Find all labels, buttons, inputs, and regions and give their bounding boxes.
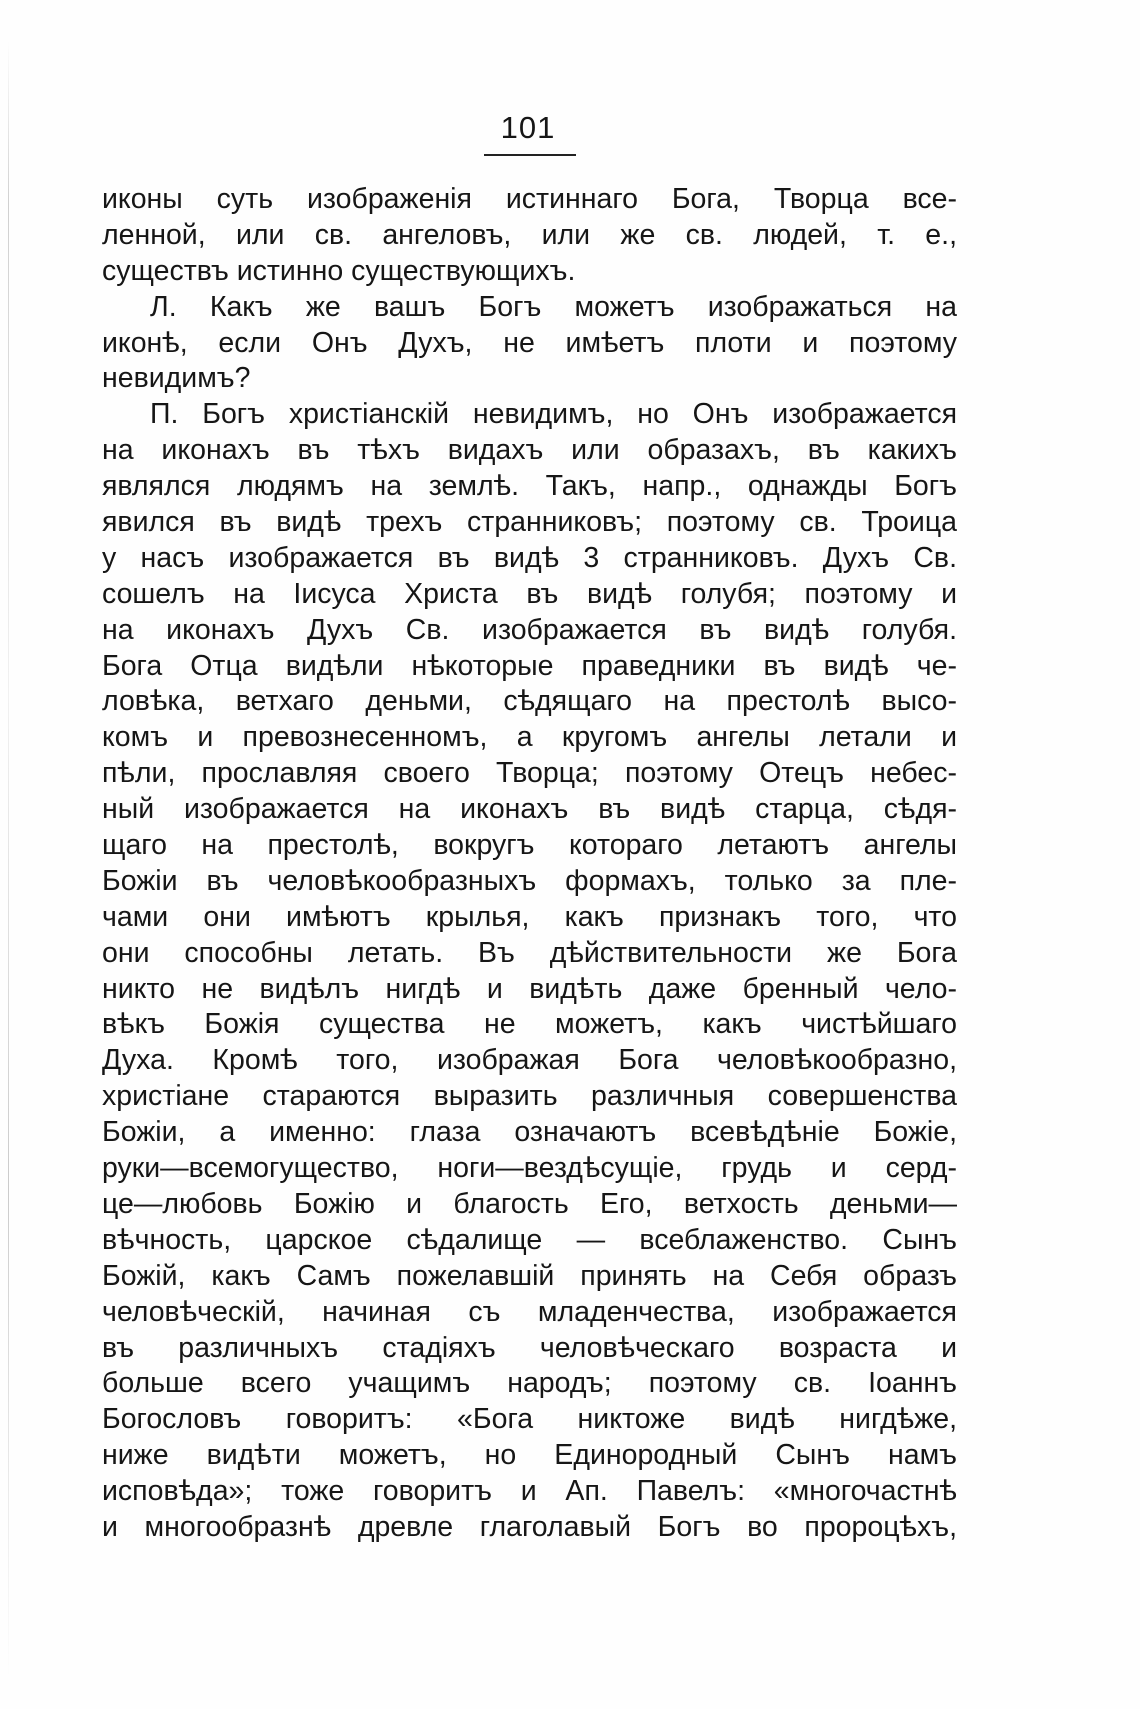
page-gutter-shadow bbox=[8, 40, 9, 1680]
text-line: невидимъ? bbox=[102, 362, 251, 395]
text-line: у насъ изображается въ видѣ 3 странниковъ. Духъ Св. bbox=[102, 541, 957, 574]
text-line: человѣческій, начиная съ младенчества, изображается bbox=[102, 1295, 957, 1328]
text-line: Богословъ говоритъ: «Бога никтоже видѣ нигдѣже, bbox=[102, 1403, 957, 1436]
text-line: христіане стараются выразить различныя совершенства bbox=[102, 1080, 957, 1113]
text-line: существъ истинно существующихъ. bbox=[102, 254, 576, 287]
text-line: иконы суть изображенія истиннаго Бога, Творца все- bbox=[102, 183, 957, 215]
text-line: Божій, какъ Самъ пожелавшій принять на Себя образъ bbox=[102, 1259, 957, 1292]
text-line: сошелъ на Іисуса Христа въ видѣ голубя; поэтому и bbox=[102, 577, 957, 610]
text-line: ный изображается на иконахъ въ видѣ старца, сѣдя- bbox=[102, 793, 957, 826]
text-line: иконѣ, если Онъ Духъ, не имѣетъ плоти и поэтому bbox=[102, 326, 957, 359]
text-line: явился въ видѣ трехъ странниковъ; поэтому св. Троица bbox=[102, 506, 957, 539]
text-line: чами они имѣютъ крылья, какъ признакъ того, что bbox=[102, 900, 957, 933]
text-line: вѣчность, царское сѣдалище — всеблаженство. Сынъ bbox=[102, 1223, 957, 1256]
text-line: на иконахъ Духъ Св. изображается въ видѣ голубя. bbox=[102, 613, 957, 646]
text-line: ниже видѣти можетъ, но Единородный Сынъ намъ bbox=[102, 1439, 957, 1472]
text-line: исповѣда»; тоже говоритъ и Ап. Павелъ: «многочастнѣ bbox=[102, 1475, 957, 1508]
text-line: Божіи въ человѣкообразныхъ формахъ, только за пле- bbox=[102, 864, 957, 897]
text-line: никто не видѣлъ нигдѣ и видѣть даже бренный чело- bbox=[102, 972, 957, 1005]
text-line: комъ и превознесенномъ, а кругомъ ангелы летали и bbox=[102, 721, 957, 754]
text-line: въ различныхъ стадіяхъ человѣческаго возраста и bbox=[102, 1331, 957, 1364]
body-text bbox=[102, 182, 957, 1546]
text-line: больше всего учащимъ народъ; поэтому св. Іоаннъ bbox=[102, 1367, 957, 1400]
text-line: це—любовь Божію и благость Его, ветхость деньми— bbox=[102, 1187, 957, 1220]
text-line: пѣли, прославляя своего Творца; поэтому Отецъ небес- bbox=[102, 757, 957, 790]
text-line: ленной, или св. ангеловъ, или же св. людей, т. е., bbox=[102, 218, 957, 251]
text-line: Божіи, а именно: глаза означаютъ всевѣдѣніе Божіе, bbox=[102, 1116, 957, 1149]
page-number-underline bbox=[484, 154, 576, 156]
text-line: П. Богъ христіанскій невидимъ, но Онъ изображается bbox=[150, 398, 957, 431]
text-line: Духа. Кромѣ того, изображая Бога человѣкообразно, bbox=[102, 1044, 957, 1077]
text-line: являлся людямъ на землѣ. Такъ, напр., однажды Богъ bbox=[102, 470, 957, 503]
text-line: щаго на престолѣ, вокругъ котораго летаютъ ангелы bbox=[102, 829, 957, 862]
text-line: Бога Отца видѣли нѣкоторые праведники въ видѣ че- bbox=[102, 649, 957, 682]
page-number: 101 bbox=[500, 110, 556, 145]
text-line: вѣкъ Божія существа не можетъ, какъ чистѣйшаго bbox=[102, 1008, 957, 1041]
text-line: Л. Какъ же вашъ Богъ можетъ изображаться на bbox=[150, 290, 957, 323]
text-line: и многообразнѣ древле глаголавый Богъ во пророцѣхъ, bbox=[102, 1510, 957, 1543]
text-line: ловѣка, ветхаго деньми, сѣдящаго на престолѣ высо- bbox=[102, 685, 957, 718]
text-line: на иконахъ въ тѣхъ видахъ или образахъ, въ какихъ bbox=[102, 434, 957, 467]
text-line: они способны летать. Въ дѣйствительности же Бога bbox=[102, 936, 957, 969]
text-line: руки—всемогущество, ноги—вездѣсущіе, грудь и серд- bbox=[102, 1152, 957, 1185]
